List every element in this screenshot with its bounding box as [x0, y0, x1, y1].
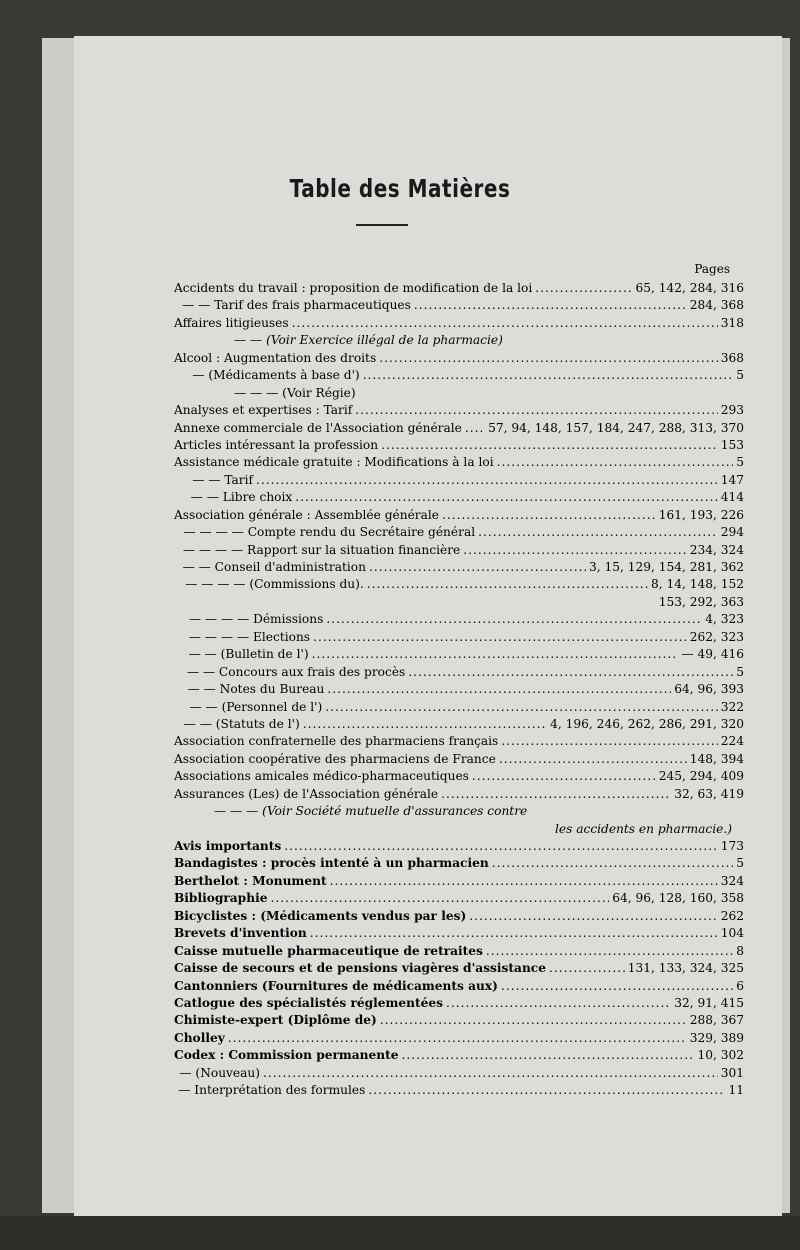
toc-entry — [174, 280, 744, 297]
toc-entry — [174, 855, 744, 872]
toc-entry-pages: 65, 142, 284, 316 — [635, 281, 744, 295]
toc-entry — [174, 943, 744, 960]
toc-entry-pages: 368 — [720, 350, 744, 365]
toc-entry — [174, 297, 744, 314]
toc-entry — [174, 1030, 744, 1047]
toc-entry — [174, 768, 744, 785]
toc-entry — [174, 402, 744, 419]
toc-entry — [174, 524, 744, 541]
dot-leader — [472, 768, 656, 785]
toc-entry-label: — Interprétation des formules — [178, 1083, 366, 1098]
toc-entry — [174, 367, 744, 384]
toc-entry-pages: 288, 367 — [689, 1013, 744, 1028]
toc-entry — [174, 472, 744, 489]
toc-entry-pages: 5 — [736, 368, 744, 383]
table-of-contents — [174, 280, 744, 1100]
dot-leader — [402, 1047, 695, 1064]
dot-leader — [501, 733, 717, 750]
toc-entry — [174, 838, 744, 855]
toc-entry — [174, 716, 744, 733]
dot-leader — [497, 454, 734, 471]
dot-leader — [379, 350, 718, 367]
toc-entry-pages: 414 — [720, 490, 744, 505]
dot-leader — [270, 890, 609, 907]
dot-leader — [284, 838, 717, 855]
toc-entry-label: Catlogue des spécialistés réglementées — [174, 995, 444, 1010]
toc-entry-label: Association coopérative des pharmaciens de France — [174, 751, 496, 766]
dot-leader — [325, 699, 718, 716]
dot-leader — [381, 437, 718, 454]
toc-entry — [174, 559, 744, 576]
toc-entry-pages: 294 — [720, 525, 744, 540]
toc-entry-pages: 329, 389 — [689, 1030, 744, 1045]
toc-entry-label: Affaires litigieuses — [174, 315, 289, 330]
toc-entry-pages: 324 — [720, 873, 744, 888]
dot-leader — [327, 681, 671, 698]
dot-leader — [292, 315, 718, 332]
toc-entry-pages: 104 — [720, 926, 744, 941]
dot-leader — [441, 786, 671, 803]
toc-entry-pages: 3, 15, 129, 154, 281, 362 — [588, 560, 744, 574]
dot-leader — [256, 472, 718, 489]
dot-leader — [465, 420, 485, 437]
toc-entry — [174, 733, 744, 750]
toc-entry — [174, 908, 744, 925]
dot-leader — [380, 1012, 687, 1029]
toc-entry-label: — — (Personnel de l') — [189, 699, 323, 714]
toc-entry-label: — — (Bulletin de l') — [188, 647, 309, 662]
toc-entry-label: Cholley — [174, 1030, 225, 1045]
toc-entry-label: — — Conseil d'administration — [182, 560, 366, 574]
dot-leader — [310, 925, 718, 942]
toc-entry — [174, 576, 744, 593]
toc-entry-pages: 131, 133, 324, 325 — [627, 961, 744, 976]
dot-leader — [355, 402, 717, 419]
toc-entry-label: Bicyclistes : (Médicaments vendus par les) — [174, 908, 467, 923]
toc-entry — [174, 646, 744, 663]
toc-entry-label: Annexe commerciale de l'Association générale — [174, 420, 462, 435]
toc-entry-pages: 245, 294, 409 — [658, 769, 744, 784]
toc-entry — [174, 594, 744, 611]
toc-entry — [174, 350, 744, 367]
toc-entry-pages: 173 — [720, 839, 744, 853]
toc-entry-pages: 10, 302 — [697, 1048, 744, 1063]
toc-entry-pages: 5 — [736, 856, 744, 871]
toc-entry-label: — — — — Compte rendu du Secrétaire général — [183, 525, 476, 540]
toc-entry-pages: 4, 323 — [705, 612, 744, 627]
page-title: Table des Matières — [289, 173, 511, 203]
toc-entry-label: Assurances (Les) de l'Association générale — [174, 786, 439, 801]
toc-entry — [174, 1082, 744, 1099]
dot-leader — [330, 873, 718, 890]
toc-entry-label: Analyses et expertises : Tarif — [174, 403, 353, 418]
toc-entry-label: — — (Statuts de l') — [183, 716, 300, 731]
dot-leader — [549, 960, 625, 977]
toc-entry-pages: 11 — [728, 1083, 744, 1098]
toc-entry-pages: 262, 323 — [689, 629, 744, 644]
toc-entry-pages: 301 — [720, 1065, 744, 1080]
toc-entry — [174, 1012, 744, 1029]
toc-entry-pages: 293 — [720, 403, 744, 418]
toc-entry — [174, 629, 744, 646]
toc-entry-label: — — Notes du Bureau — [187, 682, 325, 697]
toc-entry-pages: 57, 94, 148, 157, 184, 247, 288, 313, 370 — [488, 420, 744, 435]
toc-entry-label: Assistance médicale gratuite : Modifications à la loi — [174, 455, 494, 470]
dot-leader — [469, 908, 718, 925]
dot-leader — [442, 507, 656, 524]
toc-entry-pages: 148, 394 — [689, 751, 744, 766]
dot-leader — [228, 1030, 687, 1047]
toc-entry — [174, 995, 744, 1012]
toc-entry-label: Bibliographie — [174, 891, 268, 906]
toc-entry-label: — — (Voir Exercice illégal de la pharmacie) — [234, 333, 503, 348]
toc-entry-label: — — Concours aux frais des procès — [186, 664, 406, 679]
toc-entry-label: — — — — (Commissions du). — [185, 577, 364, 592]
toc-entry-label: — — — (Voir Régie) — [234, 385, 356, 400]
toc-entry-pages: 6 — [736, 978, 744, 993]
toc-entry-label: les accidents en pharmacie.) — [554, 821, 732, 836]
toc-entry-label: Cantonniers (Fournitures de médicaments aux) — [174, 978, 498, 993]
toc-entry-label: Associations amicales médico-pharmaceutiques — [174, 769, 469, 784]
toc-entry — [174, 420, 744, 437]
toc-entry-pages: 284, 368 — [689, 298, 744, 313]
dot-leader — [312, 646, 679, 663]
dot-leader — [486, 943, 733, 960]
toc-entry-pages: 262 — [720, 908, 744, 923]
dot-leader — [368, 1082, 725, 1099]
toc-entry-label: Berthelot : Monument — [174, 873, 327, 888]
toc-entry-pages: 32, 63, 419 — [674, 786, 744, 801]
toc-entry — [174, 960, 744, 977]
dot-leader — [499, 751, 687, 768]
dot-leader — [326, 611, 702, 628]
toc-entry — [174, 873, 744, 890]
toc-entry-label: Articles intéressant la profession — [174, 437, 379, 452]
toc-entry-label: Association générale : Assemblée générale — [174, 507, 439, 522]
toc-entry-pages: 5 — [736, 455, 744, 470]
dot-leader — [492, 855, 734, 872]
toc-entry — [174, 454, 744, 471]
toc-entry-label: Alcool : Augmentation des droits — [174, 350, 377, 365]
toc-entry-label: Caisse de secours et de pensions viagères d'assistance — [174, 961, 546, 976]
dot-leader — [313, 629, 687, 646]
toc-entry — [174, 1065, 744, 1082]
toc-entry-label: Association confraternelle des pharmaciens français — [174, 734, 499, 749]
toc-entry-label: — — Tarif — [192, 472, 254, 487]
dot-leader — [408, 664, 733, 681]
toc-entry — [174, 978, 744, 995]
dot-leader — [367, 576, 648, 593]
toc-entry-label: — — — — Elections — [188, 629, 311, 644]
toc-entry-pages: 234, 324 — [689, 542, 744, 557]
toc-entry-label: Brevets d'invention — [174, 926, 307, 941]
toc-entry-pages: 64, 96, 128, 160, 358 — [612, 891, 744, 906]
toc-entry-label: Caisse mutuelle pharmaceutique de retraites — [174, 943, 483, 958]
toc-entry-pages: 64, 96, 393 — [674, 682, 744, 697]
toc-entry-pages: — 49, 416 — [681, 647, 744, 662]
toc-entry — [174, 699, 744, 716]
toc-entry-label: Chimiste-expert (Diplôme de) — [174, 1013, 377, 1028]
toc-entry — [174, 821, 744, 838]
dot-leader — [446, 995, 671, 1012]
toc-entry-label: Avis importants — [174, 839, 282, 853]
dot-leader — [535, 280, 632, 297]
toc-entry-pages: 322 — [720, 699, 744, 714]
toc-entry-pages: 8 — [736, 943, 744, 958]
toc-entry — [174, 664, 744, 681]
toc-entry — [174, 542, 744, 559]
dot-leader — [295, 489, 717, 506]
toc-entry-label: Codex : Commission permanente — [174, 1048, 399, 1063]
toc-entry — [174, 315, 744, 332]
toc-entry — [174, 611, 744, 628]
toc-entry-pages: 153 — [720, 437, 744, 452]
toc-entry-label: — — — — Démissions — [188, 612, 324, 627]
toc-entry-label: — (Nouveau) — [179, 1065, 261, 1080]
page-shadow — [0, 1216, 800, 1250]
toc-entry-label: — — Libre choix — [190, 490, 293, 505]
toc-entry — [174, 489, 744, 506]
dot-leader — [263, 1065, 718, 1082]
toc-entry — [174, 925, 744, 942]
toc-entry-pages: 4, 196, 246, 262, 286, 291, 320 — [550, 716, 744, 731]
toc-entry — [174, 332, 744, 349]
toc-entry-pages: 5 — [736, 664, 744, 679]
toc-entry-pages: 153, 292, 363 — [658, 594, 744, 609]
dot-leader — [478, 524, 718, 541]
toc-entry-pages: 147 — [720, 472, 744, 487]
toc-entry-label: Accidents du travail : proposition de modification de la loi — [174, 281, 533, 295]
toc-entry-pages: 224 — [720, 734, 744, 749]
toc-entry — [174, 751, 744, 768]
toc-entry-pages: 8, 14, 148, 152 — [650, 577, 744, 592]
toc-entry-label: — (Médicaments à base d') — [192, 368, 360, 383]
toc-entry — [174, 437, 744, 454]
toc-entry — [174, 803, 744, 820]
toc-entry-label: — — — (Voir Société mutuelle d'assurances contre — [214, 804, 528, 819]
toc-entry — [174, 890, 744, 907]
toc-entry — [174, 385, 744, 402]
dot-leader — [501, 978, 733, 995]
toc-entry-pages: 161, 193, 226 — [658, 507, 744, 522]
dot-leader — [363, 367, 734, 384]
toc-entry-label: — — — — Rapport sur la situation financière — [182, 542, 461, 557]
toc-entry — [174, 786, 744, 803]
toc-entry-label: Bandagistes : procès intenté à un pharmacien — [174, 856, 489, 871]
toc-entry-pages: 32, 91, 415 — [674, 995, 744, 1010]
toc-entry-pages: 318 — [720, 315, 744, 330]
toc-entry — [174, 1047, 744, 1064]
toc-entry — [174, 507, 744, 524]
dot-leader — [303, 716, 547, 733]
pages-column-label: Pages — [694, 262, 730, 276]
title-rule — [356, 224, 408, 226]
toc-entry — [174, 681, 744, 698]
dot-leader — [463, 542, 686, 559]
dot-leader — [414, 297, 687, 314]
toc-entry-label: — — Tarif des frais pharmaceutiques — [182, 298, 411, 313]
dot-leader — [369, 559, 586, 576]
